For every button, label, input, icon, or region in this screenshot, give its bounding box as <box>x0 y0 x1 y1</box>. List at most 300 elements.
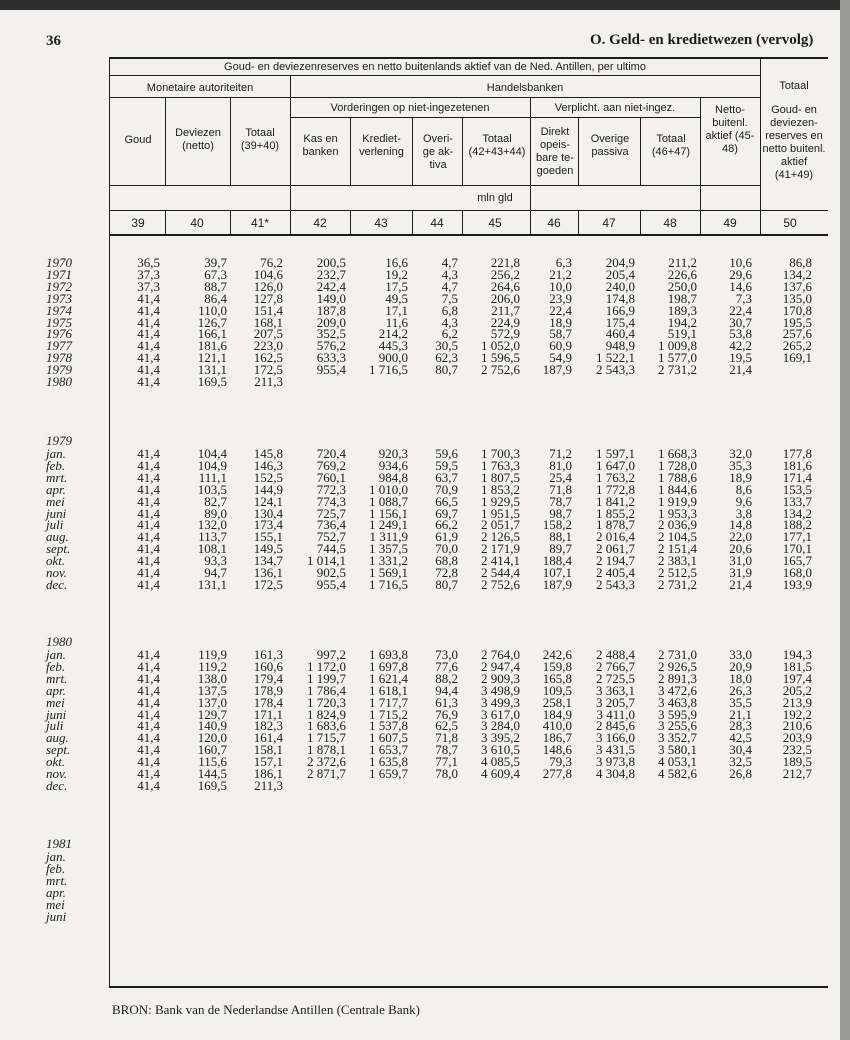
col-header-goud-deviezen-totaal: Goud- en deviezen-reserves en netto buitenl. aktief (41+49) <box>762 104 826 181</box>
table-cell: 82,7 <box>204 493 227 509</box>
table-cell: 28,3 <box>729 718 752 734</box>
table-cell: 203,9 <box>782 730 812 746</box>
table-cell: 78,7 <box>435 742 458 758</box>
table-cell: 16,6 <box>385 255 408 270</box>
table-cell: 113,7 <box>198 529 227 545</box>
table-cell: 22,4 <box>729 302 752 318</box>
table-cell: 18,9 <box>549 314 572 330</box>
col-number-43: 43 <box>374 216 388 230</box>
table-cell: 752,7 <box>316 529 346 545</box>
table-cell: 2 405,4 <box>596 565 635 580</box>
table-cell: 1 199,7 <box>307 670 346 686</box>
table-cell: 41,4 <box>137 718 160 734</box>
unit-label: mln gld <box>477 192 513 204</box>
table-cell: 72,8 <box>435 565 458 580</box>
table-cell: 4 053,1 <box>658 754 697 770</box>
table-cell: 2 731,0 <box>658 647 697 662</box>
table-cell: 187,8 <box>316 302 346 318</box>
table-cell: 41,4 <box>137 314 160 330</box>
table-cell: 242,4 <box>316 278 346 294</box>
table-cell: 172,5 <box>253 576 283 592</box>
table-cell: 187,9 <box>542 576 572 592</box>
table-cell: 70,0 <box>435 541 458 557</box>
row-label: sept. <box>46 541 71 557</box>
table-cell: 36,5 <box>137 255 160 270</box>
table-cell: 3 472,6 <box>658 682 697 698</box>
table-cell: 20,9 <box>729 658 752 674</box>
table-cell: 178,9 <box>253 682 283 698</box>
table-cell: 3 431,5 <box>596 742 635 758</box>
table-bottom-rule <box>110 986 828 988</box>
table-cell: 73,0 <box>435 647 458 662</box>
block-year-header: 1979 <box>46 433 72 448</box>
table-cell: 41,4 <box>137 777 160 793</box>
table-cell: 2 543,3 <box>596 362 635 378</box>
table-cell: 1 659,7 <box>369 766 408 781</box>
table-cell: 160,7 <box>197 742 227 758</box>
table-cell: 3,8 <box>735 505 752 521</box>
col-header-kredietverlening: Krediet-verlening <box>359 133 404 158</box>
table-cell: 200,5 <box>316 255 346 270</box>
colnum-divider-7 <box>640 210 641 235</box>
table-cell: 3 595,9 <box>658 706 697 722</box>
table-cell: 4 304,8 <box>596 766 635 781</box>
table-cell: 1 522,1 <box>596 350 635 366</box>
table-cell: 115,6 <box>198 754 227 770</box>
table-cell: 2 544,4 <box>481 565 520 580</box>
table-cell: 107,1 <box>542 565 572 580</box>
table-cell: 169,1 <box>782 350 812 366</box>
table-cell: 187,9 <box>542 362 572 378</box>
row-label: feb. <box>46 658 66 674</box>
table-cell: 1 716,5 <box>369 362 408 378</box>
table-cell: 134,2 <box>782 266 812 282</box>
top-edge-bar <box>0 0 850 10</box>
table-cell: 104,9 <box>197 457 227 473</box>
table-cell: 77,1 <box>435 754 458 770</box>
table-cell: 194,2 <box>667 314 697 330</box>
table-cell: 772,3 <box>316 481 346 497</box>
table-cell: 22,4 <box>549 302 572 318</box>
table-cell: 3 617,0 <box>481 706 520 722</box>
table-cell: 1 683,6 <box>307 718 346 734</box>
divider-col-43 <box>350 117 351 185</box>
table-cell: 258,1 <box>542 694 572 710</box>
table-cell: 71,2 <box>549 446 572 461</box>
table-cell: 10,6 <box>729 255 752 270</box>
table-cell: 2 383,1 <box>658 553 697 569</box>
table-cell: 94,4 <box>435 682 458 698</box>
table-cell: 1 668,3 <box>658 446 697 461</box>
table-cell: 920,3 <box>378 446 408 461</box>
table-cell: 41,4 <box>137 481 160 497</box>
table-cell: 1 788,6 <box>658 469 697 485</box>
table-cell: 89,0 <box>204 505 227 521</box>
table-cell: 18,0 <box>729 670 752 686</box>
row-label: nov. <box>46 565 68 580</box>
table-cell: 132,0 <box>197 517 227 533</box>
table-cell: 162,5 <box>253 350 283 366</box>
row-label: feb. <box>46 457 66 473</box>
table-cell: 148,6 <box>542 742 572 758</box>
table-cell: 152,5 <box>253 469 283 485</box>
col-number-42: 42 <box>313 216 327 230</box>
table-cell: 41,4 <box>137 766 160 781</box>
table-cell: 149,5 <box>253 541 283 557</box>
group-rule-handelsbanken <box>290 97 760 98</box>
table-cell: 174,8 <box>605 290 635 306</box>
table-cell: 155,1 <box>253 529 283 545</box>
table-cell: 23,9 <box>549 290 572 306</box>
row-label: dec. <box>46 576 68 592</box>
table-cell: 31,0 <box>729 553 752 569</box>
table-cell: 111,1 <box>198 469 227 485</box>
table-cell: 7,3 <box>735 290 752 306</box>
table-cell: 2 909,3 <box>481 670 520 686</box>
table-cell: 1 786,4 <box>307 682 346 698</box>
table-cell: 2 543,3 <box>596 576 635 592</box>
row-label: aug. <box>46 529 69 545</box>
table-cell: 78,7 <box>549 493 572 509</box>
table-cell: 2 104,5 <box>658 529 697 545</box>
table-cell: 3 255,6 <box>658 718 697 734</box>
table-cell: 1 853,2 <box>481 481 520 497</box>
row-label: mei <box>46 493 65 509</box>
row-label: jan. <box>46 849 66 864</box>
table-cell: 955,4 <box>316 576 346 592</box>
table-cell: 37,3 <box>137 266 160 282</box>
col-header-netto-buitenl: Netto-buitenl. aktief (45-48) <box>705 104 755 155</box>
table-cell: 14,8 <box>729 517 752 533</box>
colnum-divider-5 <box>462 210 463 235</box>
block-year-header: 1980 <box>46 634 72 649</box>
table-cell: 1 919,9 <box>658 493 697 509</box>
table-cell: 160,6 <box>253 658 283 674</box>
table-cell: 26,3 <box>729 682 752 698</box>
table-cell: 265,2 <box>782 338 812 354</box>
table-cell: 161,4 <box>253 730 283 746</box>
table-cell: 1 618,1 <box>369 682 408 698</box>
table-cell: 135,0 <box>782 290 812 306</box>
table-cell: 769,2 <box>316 457 346 473</box>
table-cell: 58,7 <box>549 326 572 342</box>
table-cell: 98,7 <box>549 505 572 521</box>
table-cell: 997,2 <box>316 647 346 662</box>
table-cell: 1 951,5 <box>481 505 520 521</box>
table-cell: 519,1 <box>667 326 697 342</box>
table-cell: 211,3 <box>254 777 283 793</box>
divider-col-47 <box>578 117 579 185</box>
col-header-totaal-46-47: Totaal (46+47) <box>651 133 691 158</box>
table-cell: 1 697,8 <box>369 658 408 674</box>
table-cell: 21,1 <box>729 706 752 722</box>
table-cell: 760,1 <box>316 469 346 485</box>
table-cell: 88,2 <box>435 670 458 686</box>
table-cell: 31,9 <box>729 565 752 580</box>
row-label: 1979 <box>46 362 72 378</box>
row-label: juni <box>46 706 67 722</box>
table-cell: 1 249,1 <box>369 517 408 533</box>
table-cell: 172,5 <box>253 362 283 378</box>
table-cell: 41,4 <box>137 362 160 378</box>
table-cell: 194,3 <box>782 647 812 662</box>
row-label: jan. <box>46 647 66 662</box>
table-cell: 137,6 <box>782 278 812 294</box>
table-cell: 103,5 <box>197 481 227 497</box>
table-cell: 42,5 <box>729 730 752 746</box>
table-title: Goud- en deviezenreserves en netto buitenlands aktief van de Ned. Antillen, per ultimo <box>224 61 646 73</box>
table-cell: 137,0 <box>197 694 227 710</box>
table-cell: 1 010,0 <box>369 481 408 497</box>
table-cell: 1 855,2 <box>596 505 635 521</box>
col-number-49: 49 <box>723 216 737 230</box>
table-cell: 2 194,7 <box>596 553 635 569</box>
table-cell: 120,0 <box>197 730 227 746</box>
table-cell: 21,4 <box>729 576 752 592</box>
table-cell: 131,1 <box>197 362 227 378</box>
table-cell: 35,3 <box>729 457 752 473</box>
table-cell: 1 716,5 <box>369 576 408 592</box>
table-cell: 9,6 <box>735 493 752 509</box>
table-cell: 3 395,2 <box>481 730 520 746</box>
table-cell: 153,5 <box>782 481 812 497</box>
table-cell: 445,3 <box>378 338 408 354</box>
table-cell: 134,7 <box>253 553 283 569</box>
table-cell: 21,2 <box>549 266 572 282</box>
group-header-handelsbanken: Handelsbanken <box>486 82 564 94</box>
table-cell: 49,5 <box>385 290 408 306</box>
row-label: nov. <box>46 766 68 781</box>
table-cell: 1 824,9 <box>307 706 346 722</box>
table-cell: 151,4 <box>253 302 283 318</box>
table-cell: 189,5 <box>782 754 812 770</box>
table-cell: 1 537,8 <box>369 718 408 734</box>
table-cell: 140,9 <box>197 718 227 734</box>
table-cell: 934,6 <box>378 457 408 473</box>
table-cell: 166,1 <box>197 326 227 342</box>
table-cell: 181,5 <box>782 658 812 674</box>
table-cell: 149,0 <box>316 290 346 306</box>
table-cell: 1 357,5 <box>369 541 408 557</box>
table-cell: 1 720,3 <box>307 694 346 710</box>
table-cell: 171,1 <box>253 706 283 722</box>
table-cell: 25,4 <box>549 469 572 485</box>
col-header-kas-en-banken: Kas en banken <box>302 133 339 158</box>
table-cell: 2 752,6 <box>481 362 520 378</box>
table-cell: 145,8 <box>253 446 283 461</box>
table-cell: 89,7 <box>549 541 572 557</box>
table-cell: 35,5 <box>729 694 752 710</box>
table-cell: 41,4 <box>137 517 160 533</box>
table-cell: 54,9 <box>549 350 572 366</box>
table-cell: 211,3 <box>254 374 283 389</box>
table-cell: 179,4 <box>253 670 283 686</box>
row-label: 1972 <box>46 278 72 294</box>
table-cell: 1 772,8 <box>596 481 635 497</box>
row-label: mrt. <box>46 670 68 686</box>
table-cell: 127,8 <box>253 290 283 306</box>
table-cell: 186,1 <box>253 766 283 781</box>
table-cell: 3 498,9 <box>481 682 520 698</box>
row-label: 1973 <box>46 290 72 306</box>
row-label: juni <box>46 505 67 521</box>
table-cell: 1 577,0 <box>658 350 697 366</box>
table-cell: 1 763,2 <box>596 469 635 485</box>
table-cell: 1 156,1 <box>369 505 408 521</box>
table-cell: 214,2 <box>378 326 408 342</box>
table-cell: 2 845,6 <box>596 718 635 734</box>
table-cell: 1 715,7 <box>307 730 346 746</box>
table-cell: 108,1 <box>197 541 227 557</box>
table-cell: 169,5 <box>197 374 227 389</box>
row-label: mei <box>46 896 65 912</box>
col-header-overige-aktiva: Overi-ge ak-tiva <box>422 133 454 171</box>
row-label: aug. <box>46 730 69 746</box>
table-cell: 69,7 <box>435 505 458 521</box>
table-cell: 76,2 <box>260 255 283 270</box>
divider-col-48 <box>640 117 641 185</box>
table-cell: 79,3 <box>549 754 572 770</box>
table-cell: 109,5 <box>542 682 572 698</box>
table-cell: 205,2 <box>782 682 812 698</box>
row-label: okt. <box>46 754 66 770</box>
table-cell: 41,4 <box>137 682 160 698</box>
table-cell: 352,5 <box>316 326 346 342</box>
row-label: juli <box>46 517 64 533</box>
table-cell: 209,0 <box>316 314 346 330</box>
table-cell: 177,8 <box>782 446 812 461</box>
table-cell: 198,7 <box>667 290 697 306</box>
table-cell: 10,0 <box>549 278 572 294</box>
table-cell: 59,5 <box>435 457 458 473</box>
table-cell: 1 728,0 <box>658 457 697 473</box>
table-cell: 181,6 <box>782 457 812 473</box>
table-cell: 6,2 <box>441 326 458 342</box>
table-cell: 53,8 <box>729 326 752 342</box>
table-cell: 4 609,4 <box>481 766 520 781</box>
table-cell: 277,8 <box>542 766 572 781</box>
table-cell: 4,3 <box>441 266 458 282</box>
table-cell: 104,6 <box>253 266 283 282</box>
table-cell: 80,7 <box>435 576 458 592</box>
table-cell: 1 621,4 <box>369 670 408 686</box>
row-label: jan. <box>46 446 66 461</box>
table-cell: 26,8 <box>729 766 752 781</box>
table-cell: 725,7 <box>316 505 346 521</box>
col-header-direkt-opeisbaar: Direkt opeis-bare te-goeden <box>536 126 574 177</box>
table-cell: 126,0 <box>253 278 283 294</box>
table-cell: 3 973,8 <box>596 754 635 770</box>
table-cell: 33,0 <box>729 647 752 662</box>
table-cell: 119,9 <box>198 647 227 662</box>
table-cell: 2 731,2 <box>658 362 697 378</box>
table-cell: 158,2 <box>542 517 572 533</box>
table-cell: 168,0 <box>782 565 812 580</box>
row-label: feb. <box>46 860 66 876</box>
table-cell: 182,3 <box>253 718 283 734</box>
table-cell: 126,7 <box>197 314 227 330</box>
table-cell: 41,4 <box>137 576 160 592</box>
table-cell: 159,8 <box>542 658 572 674</box>
table-cell: 1 647,0 <box>596 457 635 473</box>
divider-vord-verpl <box>530 97 531 235</box>
table-cell: 63,7 <box>435 469 458 485</box>
table-cell: 86,8 <box>789 255 812 270</box>
table-cell: 130,4 <box>253 505 283 521</box>
table-cell: 144,9 <box>253 481 283 497</box>
table-cell: 3 166,0 <box>596 730 635 746</box>
table-cell: 3 610,5 <box>481 742 520 758</box>
table-cell: 1 717,7 <box>369 694 408 710</box>
table-cell: 4 582,6 <box>658 766 697 781</box>
col-header-deviezen: Deviezen (netto) <box>175 127 221 152</box>
col-header-goud: Goud <box>124 134 152 146</box>
divider-col-44 <box>412 117 413 185</box>
table-cell: 41,4 <box>137 541 160 557</box>
row-label: mei <box>46 694 65 710</box>
col-number-41: 41* <box>250 216 270 230</box>
table-cell: 41,4 <box>137 553 160 569</box>
subgroup-vorderingen: Vorderingen op niet-ingezetenen <box>330 102 490 114</box>
table-cell: 29,6 <box>729 266 752 282</box>
table-cell: 204,9 <box>605 255 635 270</box>
row-label: juli <box>46 718 64 734</box>
subgroup-verplicht: Verplicht. aan niet-ingez. <box>554 102 676 114</box>
table-cell: 948,9 <box>605 338 635 354</box>
table-cell: 14,6 <box>729 278 752 294</box>
table-cell: 212,7 <box>782 766 812 781</box>
row-label: mrt. <box>46 469 68 485</box>
table-cell: 900,0 <box>378 350 408 366</box>
group-header-monetaire: Monetaire autoriteiten <box>146 82 254 94</box>
table-cell: 2 926,5 <box>658 658 697 674</box>
row-label: okt. <box>46 553 66 569</box>
colnum-divider-2 <box>230 210 231 235</box>
divider-col-41 <box>230 97 231 185</box>
table-cell: 8,6 <box>735 481 752 497</box>
row-label: apr. <box>46 884 66 900</box>
table-cell: 223,0 <box>253 338 283 354</box>
table-cell: 232,7 <box>316 266 346 282</box>
table-cell: 2 512,5 <box>658 565 697 580</box>
row-label: 1978 <box>46 350 72 366</box>
table-cell: 6,8 <box>441 302 458 318</box>
table-cell: 192,2 <box>782 706 812 722</box>
table-cell: 240,0 <box>605 278 635 294</box>
table-cell: 41,4 <box>137 457 160 473</box>
table-cell: 2 061,7 <box>596 541 635 557</box>
table-cell: 2 051,7 <box>481 517 520 533</box>
table-cell: 41,4 <box>137 326 160 342</box>
col-number-47: 47 <box>602 216 616 230</box>
table-cell: 41,4 <box>137 290 160 306</box>
table-cell: 88,7 <box>204 278 227 294</box>
table-cell: 1 597,1 <box>596 446 635 461</box>
table-cell: 158,1 <box>253 742 283 758</box>
table-cell: 188,2 <box>782 517 812 533</box>
table-cell: 984,8 <box>378 469 408 485</box>
table-cell: 2 488,4 <box>596 647 635 662</box>
table-cell: 224,9 <box>490 314 520 330</box>
table-cell: 30,5 <box>435 338 458 354</box>
table-cell: 3 463,8 <box>658 694 697 710</box>
group-header-totaal: Totaal <box>779 80 809 92</box>
page-edge-shadow <box>840 0 850 1040</box>
table-cell: 104,4 <box>197 446 227 461</box>
table-cell: 206,0 <box>490 290 520 306</box>
table-cell: 197,4 <box>782 670 812 686</box>
table-cell: 1 763,3 <box>481 457 520 473</box>
